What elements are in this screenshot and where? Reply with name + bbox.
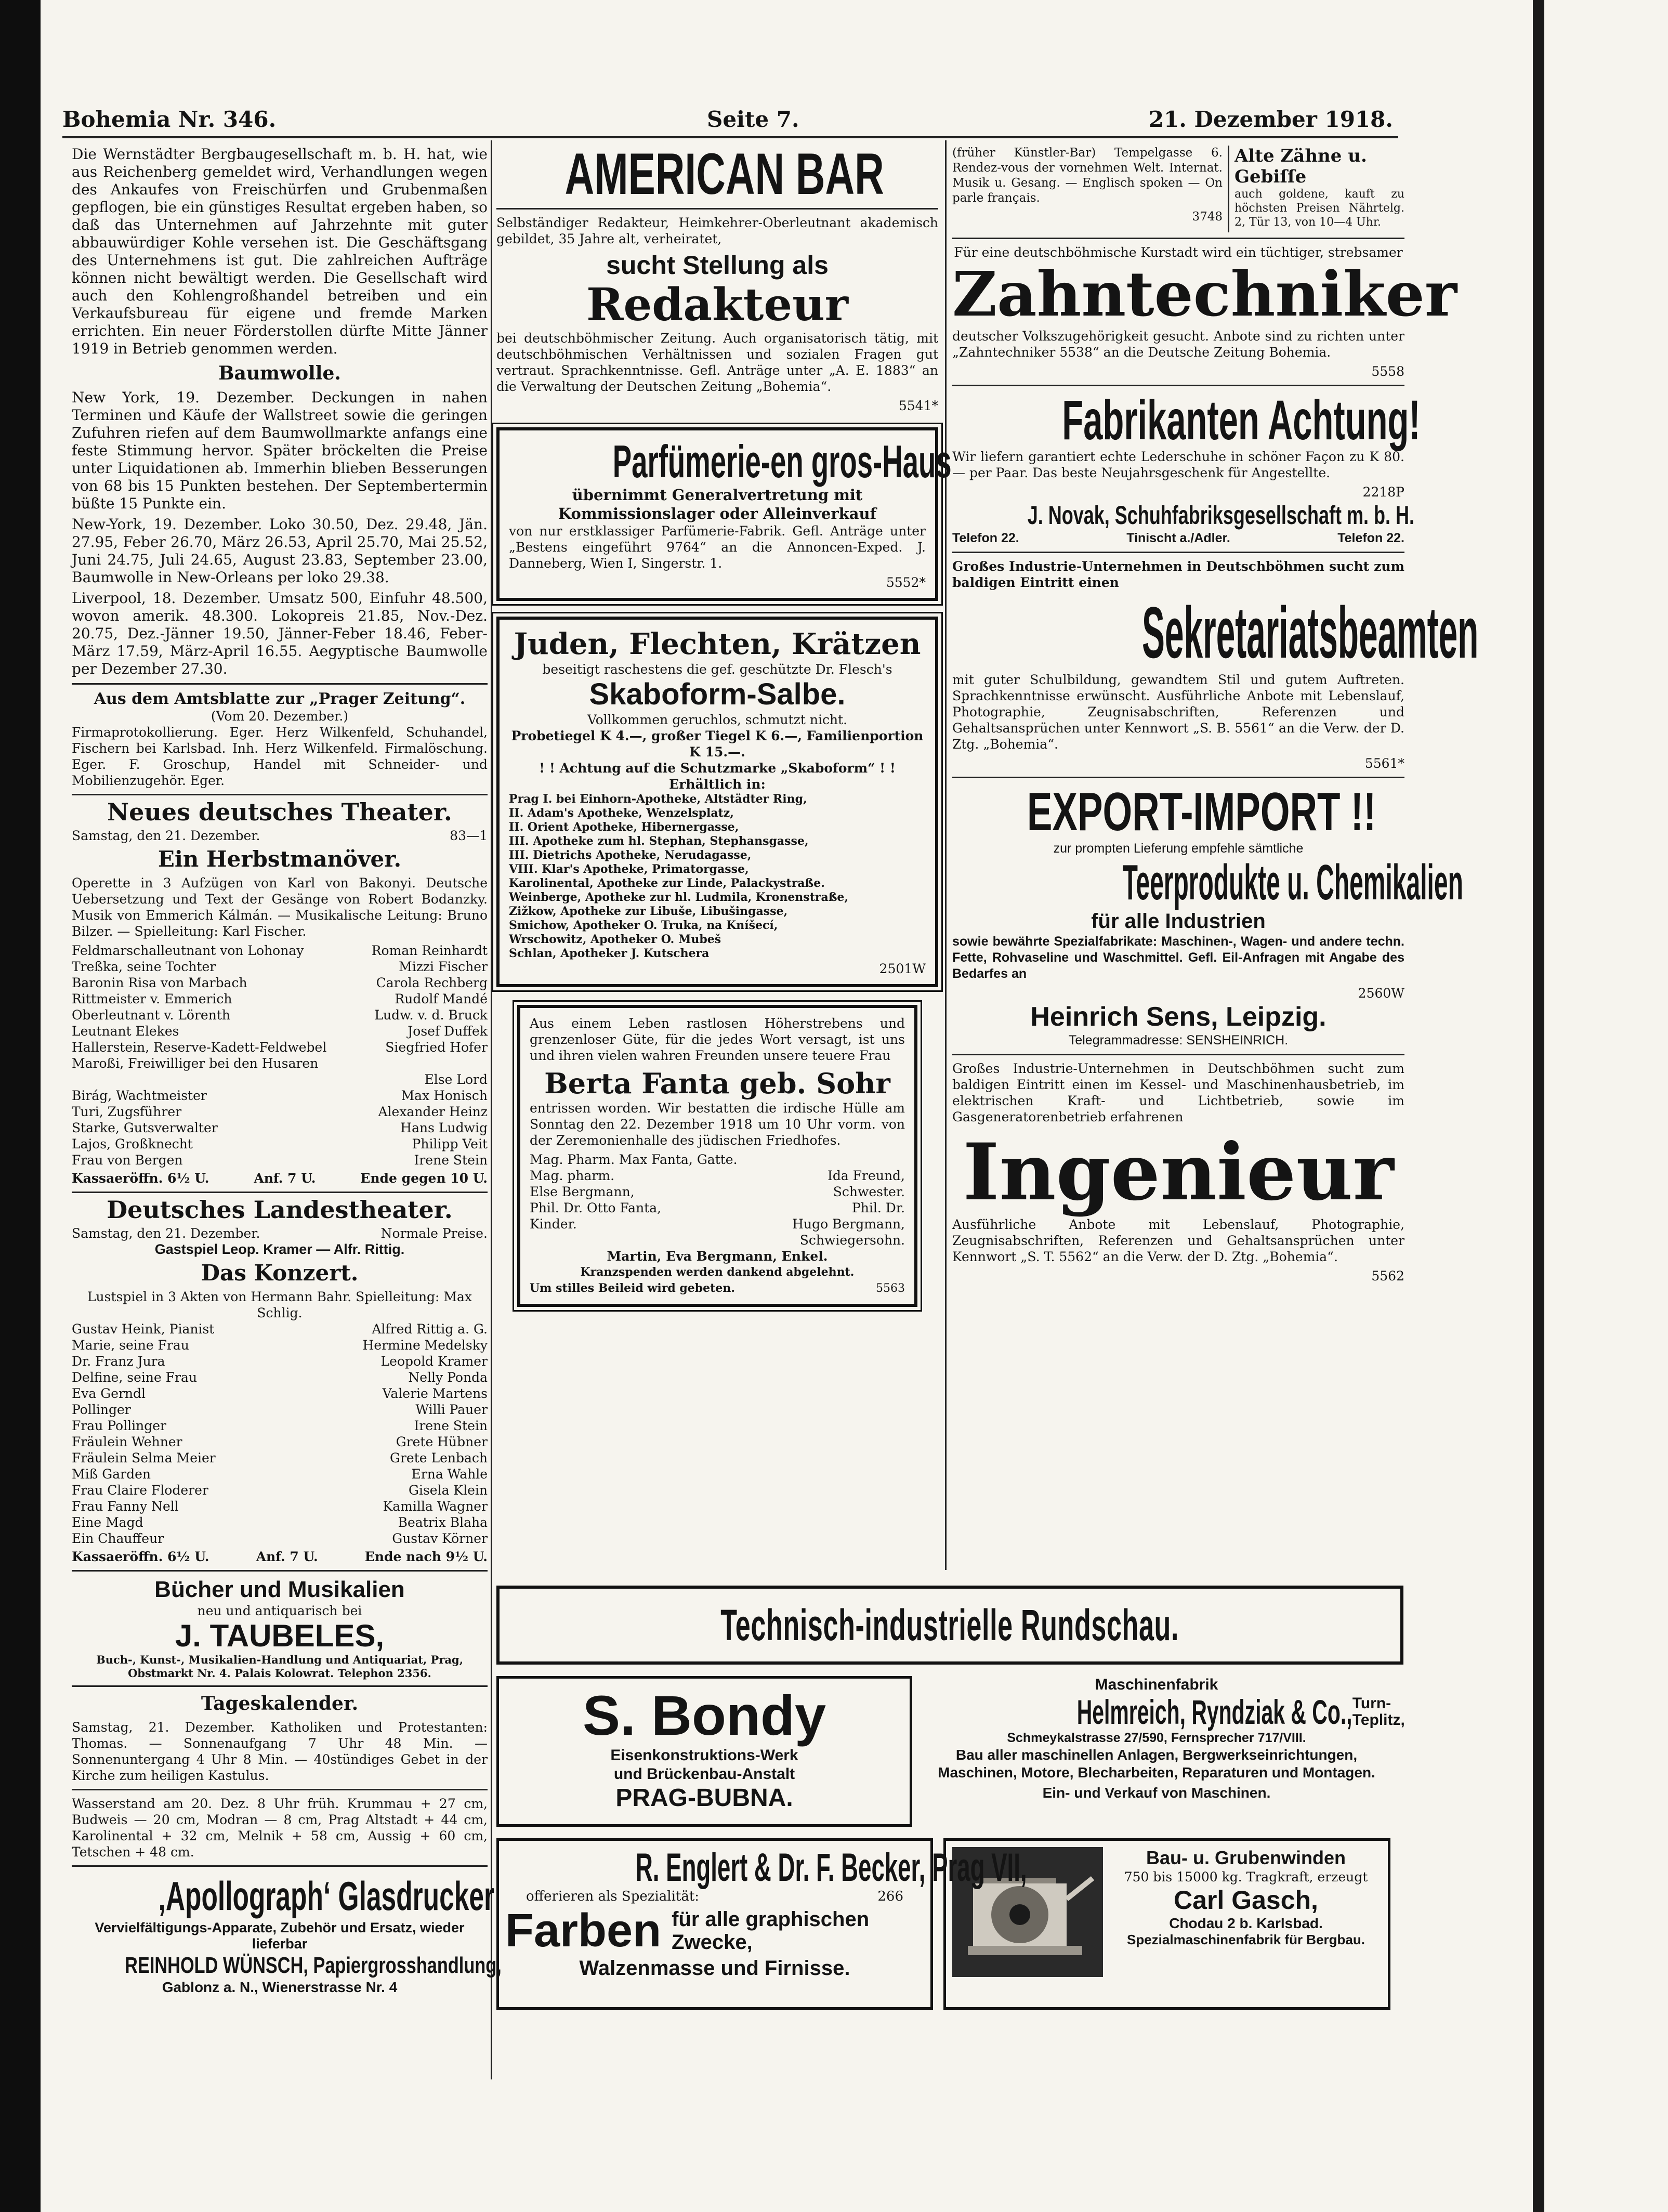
skaboform-line4: Erhältlich in: — [669, 777, 766, 792]
family-row-role: Phil. Dr. Otto Fanta, — [530, 1200, 662, 1215]
bar-details — [952, 146, 1223, 232]
bondy-name: S. Bondy — [582, 1684, 826, 1747]
gasch-address: Chodau 2 b. Karlsbad. — [1169, 1915, 1323, 1931]
cast-row — [72, 1530, 488, 1547]
cast-row-name: Irene Stein — [414, 1153, 488, 1168]
export-products: Teerprodukte u. Chemikalien — [1122, 855, 1463, 910]
fab-city: Tinischt a./Adler. — [1126, 531, 1230, 545]
death-note-row — [530, 1280, 905, 1297]
family-row-role: Kinder. — [530, 1216, 577, 1232]
family-row-name: Ida Freund, — [828, 1168, 905, 1183]
ing-number: 5562 — [1371, 1268, 1404, 1284]
cast-row-name: Hans Ludwig — [400, 1120, 488, 1135]
family-row — [530, 1200, 905, 1216]
divider — [952, 385, 1404, 386]
divider — [496, 208, 938, 210]
cast-row-name: Siegfried Hofer — [385, 1040, 488, 1055]
export-number: 2560W — [1358, 986, 1404, 1001]
redakteur-word: Redakteur — [586, 279, 848, 331]
skaboform-title: Juden, Flechten, Krätzen — [514, 627, 921, 661]
skaboform-line1: Vollkommen geruchlos, schmutzt nicht. — [587, 712, 848, 727]
family-row-role: Mag. pharm. — [530, 1168, 615, 1183]
skaboform-ad — [496, 617, 938, 987]
cast-row-name: Leopold Kramer — [380, 1354, 488, 1369]
redakteur-number: 5541* — [898, 398, 938, 413]
apollo-ad-text: Vervielfältigungs-Apparate, Zubehör und Ersatz, wieder lieferbar — [95, 1920, 465, 1952]
divider — [952, 552, 1404, 553]
cotton-newyork-report: New York, 19. Dezember. Deckungen in nahen Terminen und Käufe der Wallstreet sowie die geringen Zufuhren riefen auf dem Baumwollmarkte anfangs eine feste Stimmung hervor. Später bröckelten die Preise unter Liquidationen ab. Immerhin blieben Besserungen von 68 bis 15 Punkten bestehen. Der Septembertermin büßte 15 Punkte ein. — [72, 389, 488, 512]
pharmacy-list-item: VIII. Klar's Apotheke, Primatorgasse, — [509, 862, 749, 876]
export-products-wrap — [952, 855, 1463, 910]
family-row — [530, 1216, 905, 1232]
cast-row — [72, 1136, 488, 1152]
teeth-ad — [1234, 146, 1404, 232]
englert-ad — [496, 1838, 1027, 2010]
amtsblatt-text: Firmaprotokollierung. Eger. Herz Wilkenfeld, Schuhandel, Fischern bei Karlsbad. Inh. Herz Wilkenfeld. Firmalöschung. Eger. F. Groschup, Handel mit Schneider- und Mobilienzugehör. Eger. — [72, 725, 488, 788]
gasch-title: Bau- u. Grubenwinden — [1146, 1847, 1346, 1868]
column-rule-2 — [945, 140, 947, 1570]
bondy-line1: Eisenkonstruktions-Werk — [610, 1747, 798, 1764]
cast-row-name: Roman Reinhardt — [371, 943, 488, 958]
cast-row-role: Feldmarschalleutnant von Lohonay — [72, 943, 304, 958]
englert-farben-row — [505, 1905, 924, 1957]
header-date: 21. Dezember 1918. — [1148, 107, 1393, 132]
export-title: EXPORT-IMPORT !! — [1027, 782, 1376, 842]
theater2-cast — [72, 1321, 488, 1547]
zahn-number: 5558 — [1371, 364, 1404, 379]
cast-row-name: Mizzi Fischer — [399, 959, 488, 974]
header-rule — [62, 136, 1398, 138]
calendar-text: Samstag, 21. Dezember. Katholiken und Protestanten: Thomas. — Sonnenaufgang 7 Uhr 48 Min. — Sonnenuntergang 4 Uhr 8 Min. — 40stündiges Gebet in der Kirche zum heiligen Kastulus. — [72, 1720, 488, 1783]
export-title-wrap — [952, 783, 1404, 841]
family-row — [530, 1184, 905, 1200]
helmreich-ad — [923, 1676, 1405, 1827]
fab-tel-2: Telefon 22. — [1337, 531, 1404, 545]
theater1-date: Samstag, den 21. Dezember. — [72, 828, 260, 843]
fab-tel-1: Telefon 22. — [952, 531, 1019, 545]
death-note1: Kranzspenden werden dankend abgelehnt. — [580, 1265, 855, 1279]
pharmacy-list-item: Zižkow, Apotheke zur Libuše, Libušingasse, — [509, 905, 788, 918]
cast-row — [72, 1434, 488, 1450]
family-row-name: Schwester. — [833, 1184, 905, 1199]
cast-row — [72, 1385, 488, 1402]
cast-row — [72, 1498, 488, 1514]
cast-row-name: Gustav Körner — [392, 1531, 488, 1546]
cast-row-role: Treßka, seine Tochter — [72, 959, 216, 974]
theater2-end: Ende nach 9½ U. — [364, 1549, 488, 1564]
zahn-word: Zahntechniker — [952, 258, 1457, 330]
cotton-liverpool: Liverpool, 18. Dezember. Umsatz 500, Einfuhr 48.500, wovon amerik. 48.300. Lokopreis 21.85, Nov.-Dez. 20.75, Dez.-Jänner 19.50, Jänner-Feber 18.46, Feber-März 17.59, März-April 16.55. Aegyptische Baumwolle per Dezember 27.30. — [72, 590, 488, 677]
parfumerie-title: Parfümerie-en gros-Haus — [612, 436, 952, 487]
ing-word: Ingenieur — [963, 1127, 1394, 1218]
parfumerie-ad — [496, 427, 952, 601]
bondy-line2: und Brückenbau-Anstalt — [613, 1765, 795, 1783]
export-telegram: Telegrammadresse: SENSHEINRICH. — [1068, 1033, 1289, 1048]
books-ad-name: J. TAUBELES, — [175, 1618, 385, 1653]
cast-row-role: Maroßi, Freiwilliger bei den Husaren — [72, 1056, 319, 1071]
helmreich-sale: Ein- und Verkauf von Maschinen. — [1042, 1785, 1271, 1801]
divider — [72, 1865, 488, 1867]
helmreich-text: Bau aller maschinellen Anlagen, Bergwerkseinrichtungen, Maschinen, Motore, Blecharbeiten, Reparaturen und Montagen. — [938, 1747, 1375, 1781]
bottom-row-1 — [496, 1676, 1403, 1827]
parfumerie-sub: übernimmt Generalvertretung mit Kommissionslager oder Alleinverkauf — [558, 486, 877, 522]
fab-firm-wrap — [952, 500, 1414, 530]
cast-row — [72, 1104, 488, 1120]
divider — [72, 794, 488, 795]
column-news — [72, 146, 502, 2079]
cast-row-role: Delfine, seine Frau — [72, 1370, 198, 1385]
bottom-row-2 — [496, 1838, 1403, 2010]
amtsblatt-heading: Aus dem Amtsblatte zur „Prager Zeitung“. — [94, 690, 466, 708]
cast-row — [72, 1450, 488, 1466]
theater1-number: 83—1 — [450, 828, 488, 843]
theater2-date-row — [72, 1225, 488, 1241]
apollo-ad-title: ‚Apollograph‘ Glasdrucker — [158, 1873, 495, 1919]
bottom-ads — [496, 1586, 1403, 2010]
apollo-ad-title-wrap — [72, 1872, 495, 1920]
cast-row — [72, 1152, 488, 1168]
cast-row-role: Gustav Heink, Pianist — [72, 1321, 215, 1337]
gasch-capacity: 750 bis 15000 kg. Tragkraft, erzeugt — [1124, 1869, 1368, 1884]
ing-text: Ausführliche Anbote mit Lebenslauf, Photographie, Zeugnisabschriften, Referenzen und Gehaltsansprüchen unter Kennwort „S. T. 5562“ an die Verw. der D. Ztg. „Bohemia“. — [952, 1217, 1404, 1264]
death-family — [530, 1151, 905, 1248]
column-ads-center — [496, 141, 952, 1560]
cast-row-role: Eva Gerndl — [72, 1386, 146, 1401]
redakteur-intro: Selbständiger Redakteur, Heimkehrer-Oberleutnant akademisch gebildet, 35 Jahre alt, verheiratet, — [496, 215, 938, 246]
divider — [72, 1570, 488, 1572]
skaboform-name: Skaboform-Salbe. — [589, 677, 846, 711]
scan-right-edge — [1533, 0, 1544, 2212]
theater1-start: Anf. 7 U. — [254, 1171, 316, 1186]
pharmacy-list-item: II. Adam's Apotheke, Wenzelsplatz, — [509, 806, 734, 820]
scan-left-edge — [0, 0, 41, 2212]
zahn-intro: Für eine deutschböhmische Kurstadt wird ein tüchtiger, strebsamer — [954, 245, 1403, 260]
theater2-date: Samstag, den 21. Dezember. — [72, 1226, 260, 1241]
death-text: entrissen worden. Wir bestatten die irdische Hülle am Sonntag den 22. Dezember 1918 um 10 Uhr vorm. von der Zeremonienhalle des jüdischen Friedhofes. — [530, 1101, 905, 1148]
cast-row-name: Irene Stein — [414, 1418, 488, 1433]
cast-row-role: Frau Claire Floderer — [72, 1483, 208, 1498]
cast-row-role: Frau Pollinger — [72, 1418, 166, 1433]
sek-text: mit guter Schulbildung, gewandtem Stil und gutem Auftreten. Sprachkenntnisse erwünscht. Ausführliche Anbote mit Lebenslauf, Photographie, Zeugnisabschriften, Referenzen und Gehaltsansprüchen unter Kennwort „S. B. 5561“ an die Verw. der D. Ztg. „Bohemia“. — [952, 672, 1404, 752]
theater1-play: Ein Herbstmanöver. — [157, 846, 402, 872]
books-ad-address: Buch-, Kunst-, Musikalien-Handlung und Antiquariat, Prag, Obstmarkt Nr. 4. Palais Kolowrat. Telephon 2356. — [96, 1653, 464, 1680]
death-number: 5563 — [876, 1282, 905, 1295]
divider — [72, 683, 488, 685]
bar-teeth-row — [952, 146, 1404, 232]
parfumerie-text: von nur erstklassiger Parfümerie-Fabrik. Gefl. Anträge unter „Bestens eingeführt 9764“ an die Annoncen-Exped. J. Danneberg, Wien I, Singerstr. 1. — [509, 523, 926, 571]
cast-row — [72, 991, 488, 1007]
pharmacy-list-item: Karolinental, Apotheke zur Linde, Palackystraße. — [509, 876, 825, 890]
fab-firm: J. Novak, Schuhfabriksgesellschaft m. b. H. — [1027, 501, 1414, 530]
fab-contact-row — [952, 530, 1404, 546]
cast-row-role: Fräulein Selma Meier — [72, 1450, 216, 1465]
redakteur-text: bei deutschböhmischer Zeitung. Auch organisatorisch tätig, mit deutschböhmischen Verhältnissen und sozialen Fragen gut vertraut. Sprachkenntnisse. Gefl. Anträge unter „A. E. 1883“ an die Verwaltung der Deutschen Zeitung „Bohemia“. — [496, 331, 938, 394]
pharmacy-list-item: III. Apotheke zum hl. Stephan, Stephansgasse, — [509, 834, 809, 848]
skaboform-sub: beseitigt raschestens die gef. geschützte Dr. Flesch's — [542, 662, 892, 677]
cast-row-name: Gisela Klein — [408, 1483, 488, 1498]
cast-row — [72, 1120, 488, 1136]
englert-sub-row — [505, 1889, 924, 1905]
cast-row-role: Lajos, Großknecht — [72, 1136, 193, 1151]
cast-row-name: Beatrix Blaha — [398, 1515, 488, 1530]
helmreich-top: Maschinenfabrik — [1095, 1676, 1218, 1693]
cast-row — [72, 1369, 488, 1385]
redakteur-seeks: sucht Stellung als — [606, 251, 829, 280]
american-bar-wrap — [496, 141, 938, 206]
divider — [952, 238, 1404, 239]
cast-row-name: Erna Wahle — [411, 1467, 488, 1482]
cast-row-role: Rittmeister v. Emmerich — [72, 991, 232, 1006]
cast-row-role: Miß Garden — [72, 1467, 151, 1482]
theater1-end: Ende gegen 10 U. — [360, 1171, 488, 1186]
cotton-newyork-prices: New-York, 19. Dezember. Loko 30.50, Dez. 29.48, Jän. 27.95, Feber 26.70, März 26.53, April 25.70, Mai 25.52, Juni 24.75, Juli 24.65, August 23.83, September 23.00, Baumwolle in New-Orleans per loko 29.38. — [72, 516, 488, 586]
theater1-cast — [72, 943, 488, 1168]
amtsblatt-date: (Vom 20. Dezember.) — [211, 709, 349, 724]
american-bar-title: AMERICAN BAR — [564, 141, 884, 206]
cast-row-name: Kamilla Wagner — [383, 1499, 488, 1514]
theater1-title: Neues deutsches Theater. — [107, 798, 452, 826]
cast-row-role: Starke, Gutsverwalter — [72, 1120, 218, 1135]
cast-row-role: Hallerstein, Reserve-Kadett-Feldwebel — [72, 1040, 327, 1055]
apollo-ad-address: Gablonz a. N., Wienerstrasse Nr. 4 — [162, 1979, 398, 1995]
parfumerie-title-wrap — [509, 436, 952, 487]
englert-sub: offerieren als Spezialität: — [526, 1889, 700, 1904]
cast-row-name: Grete Lenbach — [389, 1450, 488, 1465]
rundschau-title: Technisch-industrielle Rundschau. — [720, 1600, 1179, 1650]
theater2-play: Das Konzert. — [201, 1260, 359, 1286]
cast-row-name: Valerie Martens — [382, 1386, 488, 1401]
family-row — [530, 1168, 905, 1184]
cast-row — [72, 1023, 488, 1039]
cast-row — [72, 1337, 488, 1353]
theater2-description: Lustspiel in 3 Akten von Hermann Bahr. Spielleitung: Max Schlig. — [87, 1289, 472, 1320]
cast-row-role: Fräulein Wehner — [72, 1434, 182, 1449]
column-ads-right — [952, 146, 1479, 1560]
helmreich-name: Helmreich, Ryndziak & Co., — [1076, 1693, 1352, 1731]
helmreich-city: Turn-Teplitz, — [1352, 1695, 1405, 1729]
export-firm: Heinrich Sens, Leipzig. — [1030, 1002, 1326, 1032]
skaboform-pharmacies — [509, 792, 926, 961]
cast-row — [72, 943, 488, 959]
pharmacy-list-item: Schlan, Apotheker J. Kutschera — [509, 947, 710, 960]
family-row-role: Mag. Pharm. Max Fanta, Gatte. — [530, 1152, 738, 1167]
englert-name-wrap — [505, 1845, 1027, 1890]
theater2-start: Anf. 7 U. — [256, 1549, 318, 1564]
family-row-role: Else Bergmann, — [530, 1184, 635, 1199]
englert-line2: Walzenmasse und Firnisse. — [579, 1957, 850, 1980]
divider — [952, 1054, 1404, 1055]
cast-row-role: Dr. Franz Jura — [72, 1354, 165, 1369]
cotton-heading: Baumwolle. — [218, 362, 341, 384]
export-sub: zur prompten Lieferung empfehle sämtliche — [1053, 841, 1304, 856]
cast-row-role: Birág, Wachtmeister — [72, 1088, 207, 1103]
theater1-description: Operette in 3 Aufzügen von Karl von Bakonyi. Deutsche Uebersetzung und Text der Gesänge von Robert Bodanzky. Musik von Emmerich Kálmán. — Musikalische Leitung: Bruno Bilzer. — Spielleitung: Karl Fischer. — [72, 875, 488, 939]
cast-row-role: Marie, seine Frau — [72, 1338, 189, 1353]
gasch-name: Carl Gasch, — [1174, 1886, 1318, 1915]
pharmacy-list-item: Smichow, Apotheker O. Truka, na Kníšecí, — [509, 919, 778, 932]
pharmacy-list-item: II. Orient Apotheke, Hibernergasse, — [509, 820, 739, 834]
skaboform-number: 2501W — [879, 961, 926, 976]
cast-row-role: Leutnant Elekes — [72, 1024, 179, 1039]
teeth-text: auch goldene, kauft zu höchsten Preisen Nährtelg. 2, Tür 13, von 10—4 Uhr. — [1234, 188, 1404, 229]
cast-row — [72, 959, 488, 975]
cast-row-name: Alexander Heinz — [378, 1104, 488, 1119]
theater1-date-row — [72, 828, 488, 844]
cast-row-role: Frau von Bergen — [72, 1153, 183, 1168]
cast-row — [72, 1514, 488, 1530]
cast-row-name: Willi Pauer — [415, 1402, 488, 1417]
theater2-footer — [72, 1549, 488, 1565]
cast-row-name: Alfred Rittig a. G. — [372, 1321, 488, 1337]
export-industries: für alle Industrien — [1091, 910, 1266, 933]
cast-row — [72, 1007, 488, 1023]
cast-row-role: Ein Chauffeur — [72, 1531, 164, 1546]
cast-row — [72, 1055, 488, 1071]
header-issue: Bohemia Nr. 346. — [62, 107, 277, 132]
cast-row — [72, 1039, 488, 1055]
englert-name: R. Englert & Dr. F. Becker, Prag VII, — [635, 1845, 1027, 1890]
books-ad-title: Bücher und Musikalien — [154, 1577, 405, 1602]
cast-row — [72, 1321, 488, 1337]
fab-title-wrap — [952, 388, 1421, 451]
divider — [952, 777, 1404, 778]
cast-row-name: Nelly Ponda — [408, 1370, 488, 1385]
englert-for: für alle graphischen Zwecke, — [672, 1908, 870, 1954]
pharmacy-list-item: Weinberge, Apotheke zur hl. Ludmila, Kronenstraße, — [509, 891, 849, 904]
pharmacy-list-item: Wrschowitz, Apotheker O. Mubeš — [509, 933, 721, 946]
death-name: Berta Fanta geb. Sohr — [544, 1067, 890, 1100]
cast-row-role: Turi, Zugsführer — [72, 1104, 182, 1119]
header-page-number: Seite 7. — [707, 107, 799, 132]
cast-row — [72, 1353, 488, 1369]
cast-row-role: Baronin Risa von Marbach — [72, 975, 247, 990]
divider — [1228, 146, 1229, 232]
mining-news: Die Wernstädter Bergbaugesellschaft m. b. H. hat, wie aus Reichenberg gemeldet wird, Verhandlungen wegen des Ankaufes von Freischürfen und Grubenmaßen gepflogen, bie ein günstiges Resultat ergeben haben, so daß das Unternehmen auf Jahrzehnte mit guter abbauwürdiger Kohle versehen ist. Die Geschäftsgang des Unternehmens ist gut. Die zahlreichen Aufträge können nicht bewältigt werden. Die Gesellschaft wird auch den Kohlengroßhandel betreiben und ein Verkaufsbureau für eigene und fremde Marken errichten. Ein neuer Förderstollen dürfte Mitte Jänner 1919 in Betrieb genommen werden. — [72, 146, 488, 357]
cast-row — [72, 1466, 488, 1482]
gasch-specialty: Spezialmaschinenfabrik für Bergbau. — [1126, 1932, 1365, 1947]
cast-row-name: Carola Rechberg — [376, 975, 488, 990]
englert-farben: Farben — [505, 1905, 662, 1957]
theater2-price: Normale Preise. — [380, 1226, 488, 1241]
cast-row-name: Ludw. v. d. Bruck — [374, 1007, 488, 1023]
family-row-name: Schwiegersohn. — [799, 1233, 905, 1248]
cast-row-name: Josef Duffek — [408, 1024, 488, 1039]
books-ad-sub: neu und antiquarisch bei — [197, 1603, 362, 1618]
zahn-text: deutscher Volkszugehörigkeit gesucht. Anbote sind zu richten unter „Zahntechniker 5538“ an die Deutsche Zeitung Bohemia. — [952, 329, 1404, 360]
cast-row-name: Else Lord — [424, 1072, 488, 1087]
death-note2: Um stilles Beileid wird gebeten. — [530, 1281, 735, 1295]
cast-row — [72, 1482, 488, 1498]
water-levels: Wasserstand am 20. Dez. 8 Uhr früh. Krummau + 27 cm, Budweis — 20 cm, Modran — 8 cm, Prag Altstadt + 44 cm, Karolinental + 32 cm, Melnik + 58 cm, Aussig + 60 cm, Tetschen + 48 cm. — [72, 1796, 488, 1860]
cast-row-name: Grete Hübner — [396, 1434, 488, 1449]
pharmacy-list-item: Prag I. bei Einhorn-Apotheke, Altstädter Ring, — [509, 792, 807, 806]
calendar-heading: Tageskalender. — [201, 1693, 359, 1714]
cast-row — [72, 1088, 488, 1104]
cast-row — [72, 1071, 488, 1088]
fab-title: Fabrikanten Achtung! — [1062, 388, 1421, 451]
death-notice — [517, 1005, 917, 1307]
family-row-name: Hugo Bergmann, — [792, 1216, 905, 1232]
cast-row-role: Oberleutnant v. Lörenth — [72, 1007, 230, 1023]
cast-row-role: Frau Fanny Nell — [72, 1499, 179, 1514]
bondy-city: PRAG-BUBNA. — [615, 1784, 793, 1812]
parfumerie-number: 5552* — [886, 575, 926, 590]
death-grandchildren: Martin, Eva Bergmann, Enkel. — [607, 1249, 828, 1264]
bondy-ad — [496, 1676, 912, 1827]
cast-row — [72, 1402, 488, 1418]
sek-number: 5561* — [1364, 756, 1404, 771]
death-intro: Aus einem Leben rastlosen Höherstrebens und grenzenloser Güte, für die jedes Wort versagt, ist uns und ihren vielen wahren Freunden unsere teuere Frau — [530, 1016, 905, 1063]
family-row-name: Phil. Dr. — [851, 1200, 905, 1215]
englert-number: 266 — [877, 1889, 903, 1904]
column-rule-1 — [491, 140, 492, 2079]
cast-row — [72, 1418, 488, 1434]
bar-text: (früher Künstler-Bar) Tempelgasse 6. Rendez-vous der vornehmen Welt. Internat. Musik u. Gesang. — Englisch spoken — On parle français. — [952, 146, 1223, 205]
cast-row-name: Max Honisch — [401, 1088, 488, 1103]
theater2-guest: Gastspiel Leop. Kramer — Alfr. Rittig. — [154, 1241, 405, 1257]
theater2-title: Deutsches Landestheater. — [107, 1196, 453, 1224]
cast-row-role: Eine Magd — [72, 1515, 143, 1530]
teeth-title: Alte Zähne u. Gebiſſe — [1234, 146, 1367, 187]
theater2-box-office: Kassaeröffn. 6½ U. — [72, 1549, 209, 1564]
theater1-box-office: Kassaeröffn. 6½ U. — [72, 1171, 209, 1186]
rundschau-ad — [496, 1586, 1403, 1665]
theater1-footer — [72, 1170, 488, 1186]
apollo-ad-firm-wrap — [72, 1952, 502, 1979]
fab-text: Wir liefern garantiert echte Lederschuhe in schöner Façon zu K 80.— per Paar. Das beste Neujahrsgeschenk für Angestellte. — [952, 449, 1404, 480]
cast-row-name: Philipp Veit — [412, 1136, 488, 1151]
divider — [72, 1685, 488, 1687]
family-row — [530, 1232, 905, 1248]
pharmacy-list-item: III. Dietrichs Apotheke, Nerudagasse, — [509, 848, 752, 862]
helmreich-name-row — [923, 1693, 1405, 1731]
skaboform-line2: Probetiegel K 4.—, großer Tiegel K 6.—, Familienportion K 15.—. — [511, 728, 924, 760]
apollo-ad-firm: REINHOLD WÜNSCH, Papiergrosshandlung, — [125, 1953, 502, 1978]
cast-row-role: Pollinger — [72, 1402, 131, 1417]
cast-row-name: Hermine Medelsky — [362, 1338, 488, 1353]
fab-number: 2218P — [1362, 485, 1404, 500]
cast-row-name: Rudolf Mandé — [395, 991, 488, 1006]
sek-word: Sekretariatsbeamten — [1142, 592, 1479, 673]
sek-intro: Großes Industrie-Unternehmen in Deutschböhmen sucht zum baldigen Eintritt einen — [952, 559, 1404, 590]
cast-row — [72, 975, 488, 991]
family-row — [530, 1151, 905, 1168]
export-text: sowie bewährte Spezialfabrikate: Maschinen-, Wagen- und andere techn. Fette, Rohvaseline und Waschmittel. Gefl. Eil-Anfragen mit Angabe des Bedarfes an — [952, 934, 1404, 981]
helmreich-address: Schmeykalstrasse 27/590, Fernsprecher 717/VIII. — [1007, 1731, 1306, 1745]
divider — [72, 1789, 488, 1790]
skaboform-line3: ! ! Achtung auf die Schutzmarke „Skaboform“ ! ! — [539, 761, 896, 776]
bar-number: 3748 — [1192, 210, 1223, 224]
ing-intro: Großes Industrie-Unternehmen in Deutschböhmen sucht zum baldigen Eintritt einen im Kessel- und Maschinenhausbetrieb, im elektrischen Kraft- und Lichtbetrieb, sowie im Gasgeneratorenbetrieb erfahrenen — [952, 1061, 1404, 1124]
divider — [72, 1192, 488, 1193]
sek-word-wrap — [952, 592, 1479, 673]
